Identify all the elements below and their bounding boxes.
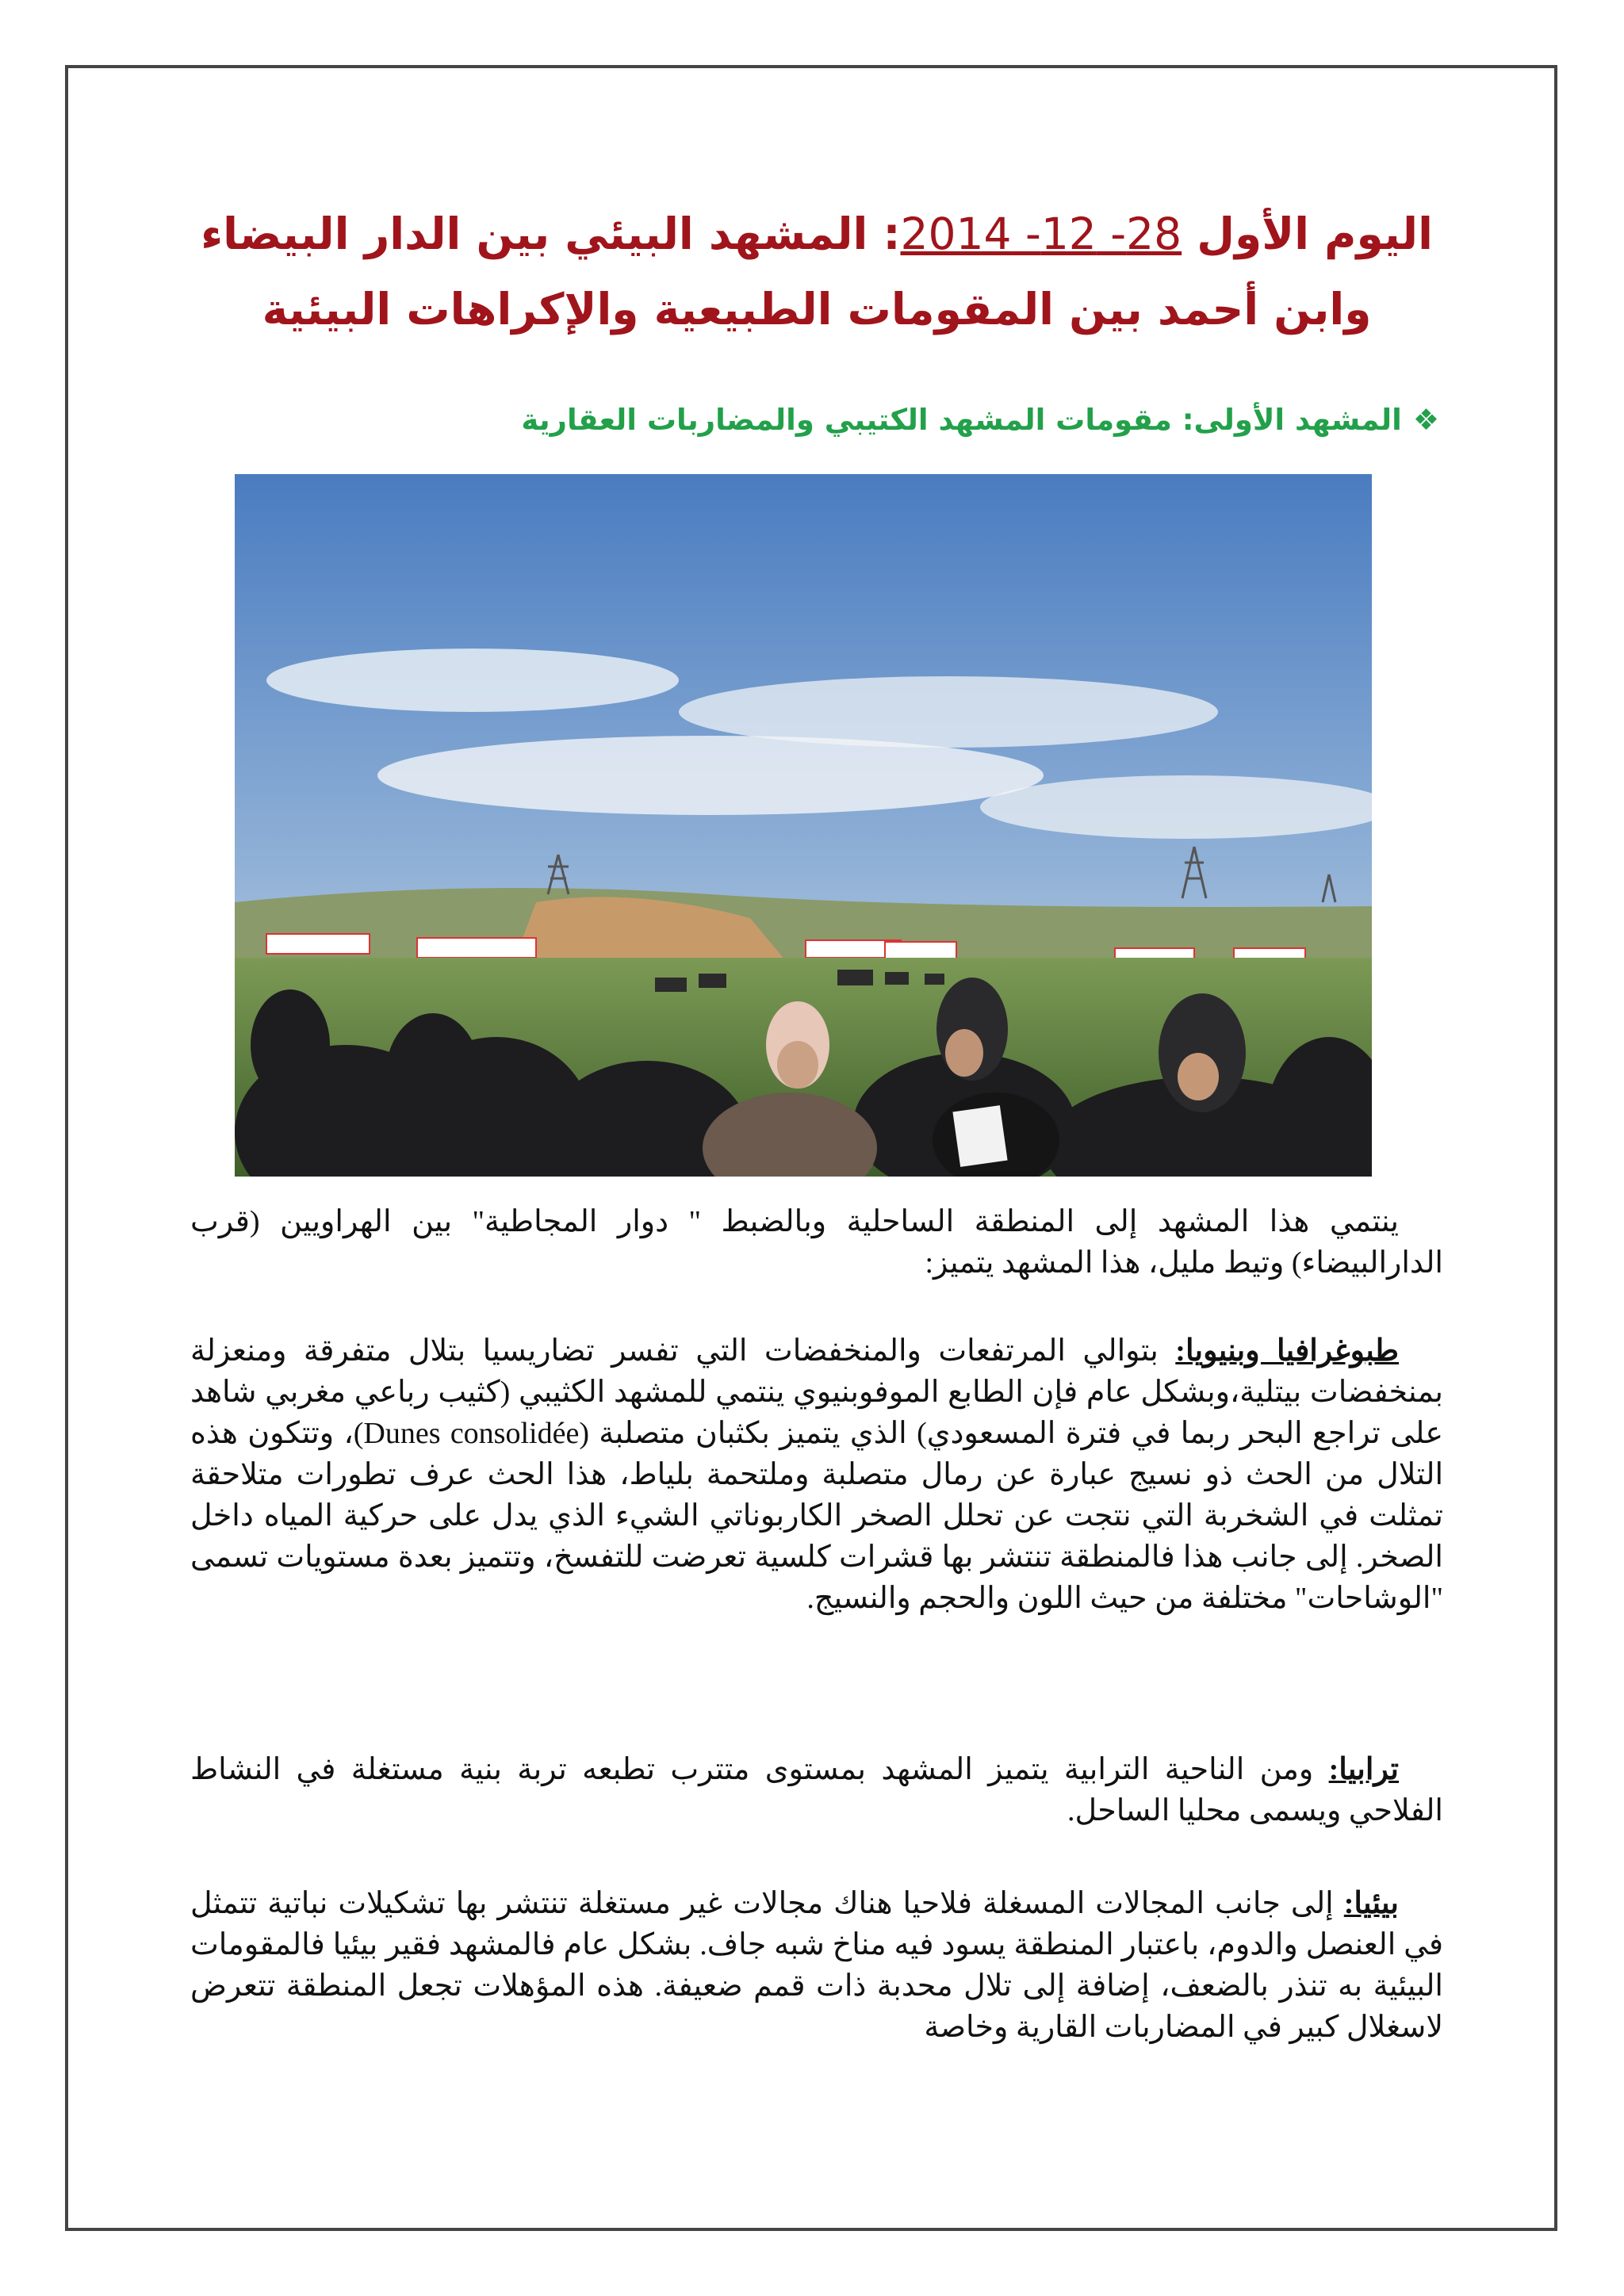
intro-paragraph: ينتمي هذا المشهد إلى المنطقة الساحلية وبالضبط " دوار المجاطية" بين الهراويين (قرب الدارالبيضاء) وتيط مليل، هذا المشهد يتميز:	[190, 1205, 1443, 1280]
title-date: 28- 12- 2014	[900, 209, 1182, 259]
topography-body: بتوالي المرتفعات والمنخفضات التي تفسر تضاريسيا بتلال متفرقة ومنعزلة بمنخفضات بيتلية،وبشكل عام فإن الطابع الموفوبنيوي ينتمي للمشهد الكثيبي (كثيب رباعي مغربي شاهد على تراجع البحر ربما في فترة المسعودي) الذي يتميز بكثبان متصلبة (Dunes consolidée)، وتتكون هذه التلال من الحث ذو نسيج عبارة عن رمال متصلبة وملتحمة بلياط، هذا الحث عرف تطورات متلاحقة تمثلت في الشخربة التي نتجت عن تحلل الصخر الكاربوناتي الشيء الذي يدل على حركية المياه داخل الصخر. إلى جانب هذا فالمنطقة تنتشر بها قشرات كلسية تعرضت للتفسخ، وتتميز بعدة مستويات تسمى "الوشاحات" مختلفة من حيث اللون والحجم والنسيج.	[190, 1334, 1443, 1615]
soil-body: ومن الناحية الترابية يتميز المشهد بمستوى متترب تطبعه تربة بنية مستغلة في النشاط الفلاحي ويسمى محليا الساحل.	[190, 1753, 1443, 1827]
diamond-bullet-icon: ❖	[1412, 403, 1439, 437]
title-suffix: : المشهد البيئي بين الدار البيضاء وابن أحمد بين المقومات الطبيعية والإكراهات البيئية	[201, 209, 1372, 335]
section-heading	[190, 396, 1439, 444]
topography-paragraph	[190, 1330, 1443, 1619]
environment-body: إلى جانب المجالات المسغلة فلاحيا هناك مجالات غير مستغلة تنتشر بها تشكيلات نباتية تتمثل في العنصل والدوم، باعتبار المنطقة يسود فيه مناخ شبه جاف. بشكل عام فالمشهد فقير بيئيا فالمقومات البيئية به تنذر بالضعف، إضافة إلى تلال محدبة ذات قمم ضعيفة. هذه المؤهلات تجعل المنطقة تتعرض لاسغلال كبير في المضاربات القارية وخاصة	[190, 1887, 1443, 2044]
topography-lead: طبوغرافيا وبنيويا:	[1175, 1334, 1399, 1368]
page-title	[190, 197, 1443, 347]
environment-paragraph	[190, 1883, 1443, 2048]
section-heading-text: المشهد الأولى: مقومات المشهد الكتيبي والمضاربات العقارية	[521, 403, 1402, 437]
field-photo-illustration	[235, 474, 1372, 1177]
title-prefix: اليوم الأول	[1182, 209, 1433, 259]
environment-lead: بيئيا:	[1343, 1887, 1399, 1920]
field-photo	[235, 474, 1372, 1177]
soil-lead: ترابيا:	[1328, 1753, 1399, 1786]
soil-paragraph	[190, 1749, 1443, 1831]
